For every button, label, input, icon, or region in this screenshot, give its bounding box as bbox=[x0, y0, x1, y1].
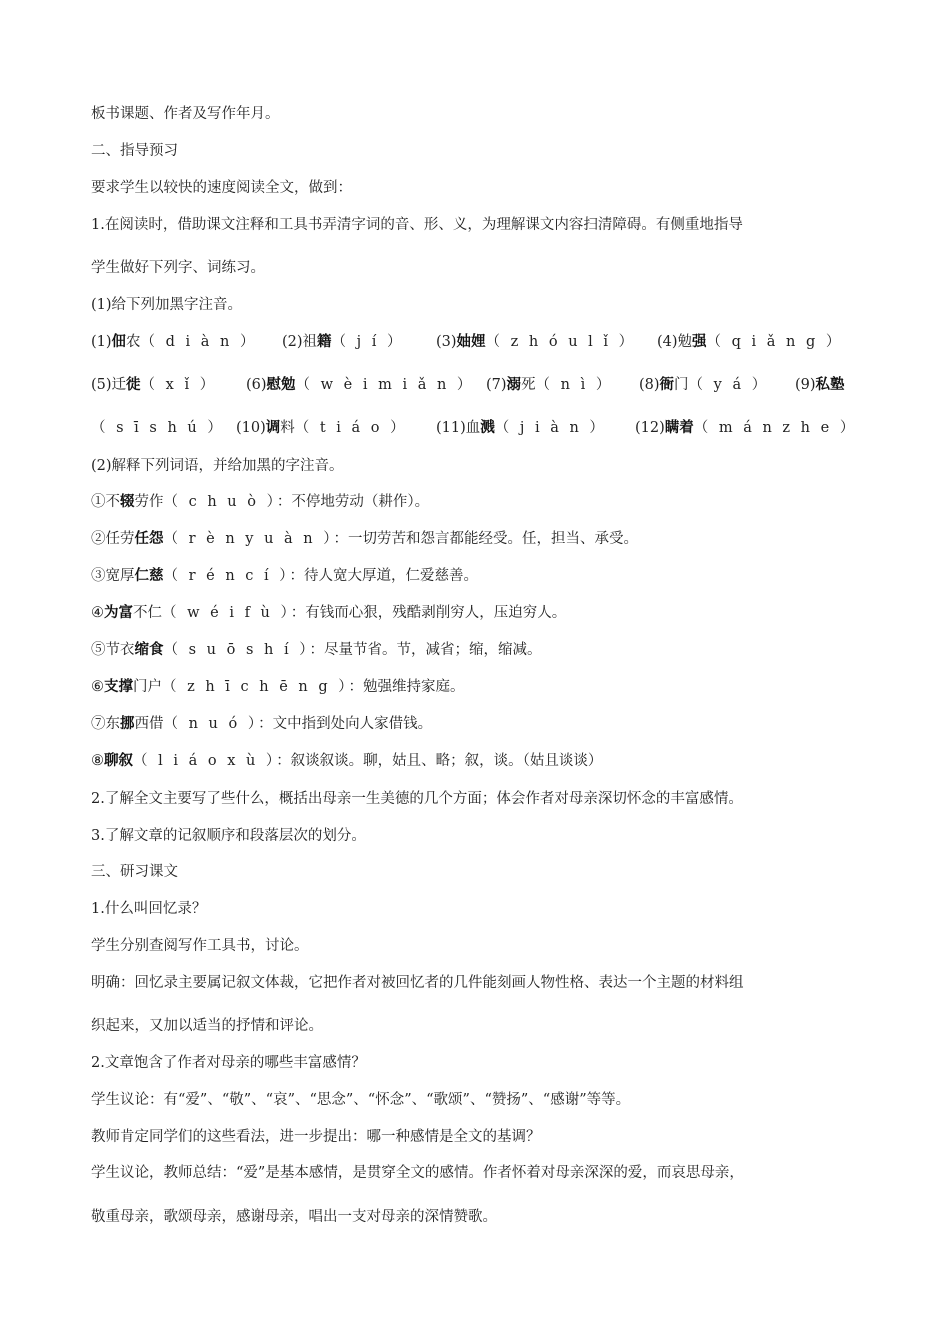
paragraph: 学生分别查阅写作工具书，讨论。 bbox=[91, 938, 309, 954]
intro-line: 板书课题、作者及写作年月。 bbox=[91, 106, 280, 122]
word-item: (8)衙门（ y á ） bbox=[639, 376, 770, 393]
paragraph: 学生议论：有“爱”、“敬”、“哀”、“思念”、“怀念”、“歌颂”、“赞扬”、“感谢”等等。 bbox=[91, 1092, 631, 1108]
word-item: (10)调料（ t i á o ） bbox=[236, 419, 408, 436]
word-item: (2)祖籍（ j í ） bbox=[282, 333, 405, 350]
paragraph: 1.什么叫回忆录？ bbox=[91, 901, 207, 917]
word-item: (3)妯娌（ z h ó u l ǐ ） bbox=[436, 333, 637, 350]
paragraph: 要求学生以较快的速度阅读全文，做到： bbox=[91, 180, 352, 196]
word-item: (7)溺死（ n ì ） bbox=[486, 376, 614, 393]
paragraph: 3.了解文章的记叙顺序和段落层次的划分。 bbox=[91, 828, 366, 844]
paragraph: 2.文章饱含了作者对母亲的哪些丰富感情？ bbox=[91, 1055, 366, 1071]
word-item: (4)勉强（ q i ǎ n g ） bbox=[657, 333, 844, 350]
paragraph: 1.在阅读时，借助课文注释和工具书弄清字词的音、形、义，为理解课文内容扫清障碍。有侧重地指导 bbox=[91, 217, 743, 233]
definition-item: ⑥支撑门户（ z h ī c h ē n g ）：勉强维持家庭。 bbox=[91, 678, 465, 695]
section-heading: 三、研习课文 bbox=[91, 864, 178, 880]
word-row bbox=[91, 418, 861, 440]
question-title: (2)解释下列词语，并给加黑的字注音。 bbox=[91, 458, 344, 474]
word-item: (1)佃农（ d i à n ） bbox=[91, 333, 258, 350]
paragraph: 学生议论，教师总结：“爱”是基本感情，是贯穿全文的感情。作者怀着对母亲深深的爱，而哀思母亲， bbox=[91, 1165, 744, 1181]
word-item: (11)血溅（ j i à n ） bbox=[436, 419, 607, 436]
definition-item: ①不辍劳作（ c h u ò ）：不停地劳动（耕作）。 bbox=[91, 493, 430, 510]
word-item: (6)慰勉（ w è i m i ǎ n ） bbox=[246, 376, 475, 393]
paragraph: 学生做好下列字、词练习。 bbox=[91, 260, 265, 276]
word-row bbox=[91, 375, 861, 397]
word-item: （ s ī s h ú ） bbox=[91, 420, 225, 436]
paragraph: 织起来，又加以适当的抒情和评论。 bbox=[91, 1018, 323, 1034]
definition-item: ⑧聊叙（ l i á o x ù ）：叙谈叙谈。聊，姑且、略；叙，谈。（姑且谈谈） bbox=[91, 752, 603, 769]
paragraph: 敬重母亲，歌颂母亲，感谢母亲，唱出一支对母亲的深情赞歌。 bbox=[91, 1209, 497, 1225]
paragraph: 2.了解全文主要写了些什么，概括出母亲一生美德的几个方面；体会作者对母亲深切怀念的丰富感情。 bbox=[91, 791, 743, 807]
word-item: (9)私塾 bbox=[795, 376, 845, 393]
word-row bbox=[91, 332, 861, 354]
question-title: (1)给下列加黑字注音。 bbox=[91, 297, 243, 313]
definition-item: ④为富不仁（ w é i f ù ）：有钱而心狠，残酷剥削穷人，压迫穷人。 bbox=[91, 604, 567, 621]
definition-item: ③宽厚仁慈（ r é n c í ）：待人宽大厚道，仁爱慈善。 bbox=[91, 567, 479, 584]
word-item: (12)瞒着（ m á n z h e ） bbox=[635, 419, 858, 436]
definition-item: ⑤节衣缩食（ s u ō s h í ）：尽量节省。节，减省；缩，缩减。 bbox=[91, 641, 542, 658]
definition-item: ②任劳任怨（ r è n y u à n ）：一切劳苦和怨言都能经受。任，担当、承受。 bbox=[91, 530, 638, 547]
paragraph: 明确：回忆录主要属记叙文体裁，它把作者对被回忆者的几件能刻画人物性格、表达一个主题的材料组 bbox=[91, 975, 744, 991]
section-heading: 二、指导预习 bbox=[91, 143, 178, 159]
paragraph: 教师肯定同学们的这些看法，进一步提出：哪一种感情是全文的基调？ bbox=[91, 1129, 541, 1145]
word-item: (5)迁徙（ x ǐ ） bbox=[91, 376, 218, 393]
definition-item: ⑦东挪西借（ n u ó ）：文中指到处向人家借钱。 bbox=[91, 715, 433, 732]
